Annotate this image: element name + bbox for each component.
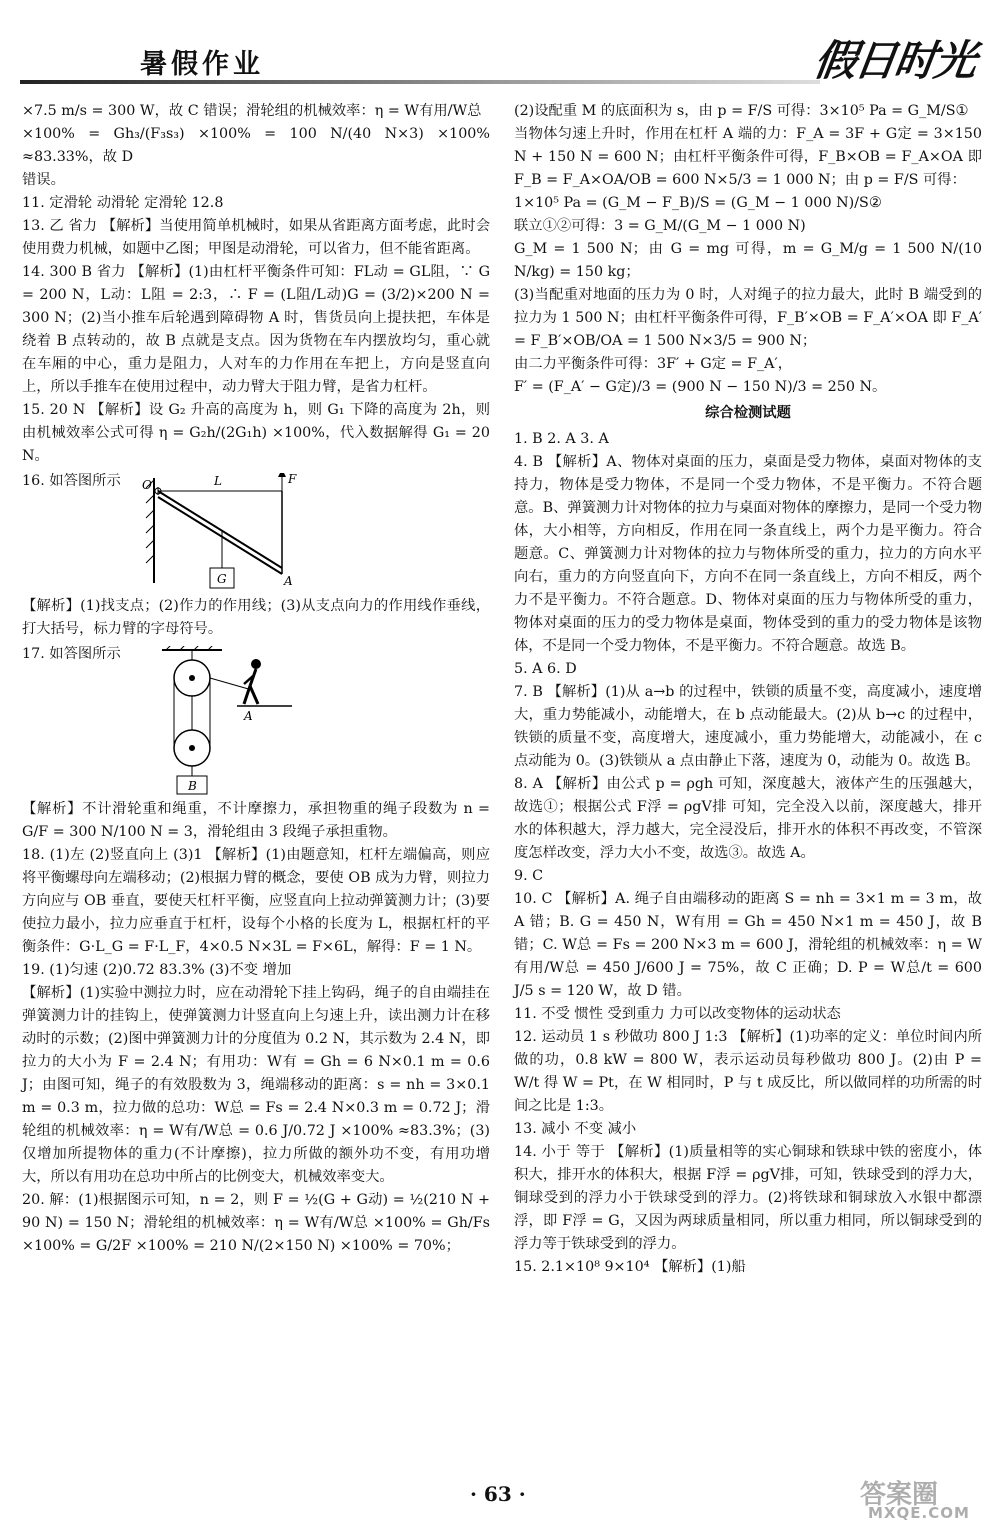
- q16-label-G: G: [217, 572, 227, 586]
- answer-14: 14. 300 B 省力 【解析】(1)由杠杆平衡条件可知：FL动 = GL阻，∵ G = 200 N，L动：L阻 = 2:3，∴ F = (L阻/L动)G = (3/2)×200 N = 300 N；(2)当小推车后轮遇到障碍物 A 时，售货员向上提扶把，车体是绕着 B 点转动的，故 B 点就是支点。因为货物在车内摆放均匀，重心就在车厢的中心，重力是阻力，人对车的力作用在车把上，方向是竖直向上，所以手推车在使用过程中，动力臂大于阻力臂，是省力杠杆。: [22, 264, 490, 395]
- pulley-diagram: [132, 646, 332, 796]
- paragraph: (2)设配重 M 的底面积为 s，由 p = F/S 可得：3×10⁵ Pa = G_M/S①: [514, 103, 969, 119]
- answer-1-3: 1. B 2. A 3. A: [514, 431, 609, 447]
- q17-analysis: 【解析】不计滑轮重和绳重，不计摩擦力，承担物重的绳子段数为 n = G/F = 300 N/100 N = 3，滑轮组由 3 段绳子承担重物。: [22, 801, 490, 840]
- answer-13: 13. 减小 不变 减小: [514, 1121, 637, 1137]
- answer-7: 7. B 【解析】(1)从 a→b 的过程中，铁锁的质量不变，高度减小，速度增大，重力势能减小，动能增大，在 b 点动能最大。(2)从 b→c 的过程中，铁锁的质量不变，高度增大，速度减小，重力势能增大，动能减小，在 c 点动能为 0。(3)铁锁从 a 点由静止下落，速度为 0，动能为 0。故选 B。: [514, 684, 982, 769]
- q17-figure: [22, 643, 490, 796]
- q16-label-L: L: [214, 474, 222, 488]
- paragraph: ×100% = Gh₃/(F₃s₃) ×100% = 100 N/(40 N×3) ×100% ≈83.33%，故 D: [22, 126, 490, 165]
- lever-diagram: [132, 473, 472, 593]
- answer-9: 9. C: [514, 868, 544, 884]
- answer-11: 11. 定滑轮 动滑轮 定滑轮 12.8: [22, 195, 224, 211]
- paragraph: G_M = 1 500 N；由 G = mg 可得，m = G_M/g = 1 500 N/(10 N/kg) = 150 kg；: [514, 241, 982, 280]
- answer-14: 14. 小于 等于 【解析】(1)质量相等的实心铜球和铁球中铁的密度小，体积大，排开水的体积大，根据 F浮 = ρgV排，可知，铁球受到的浮力大，铜球受到的浮力小于铁球受到的浮力。(2)将铁球和铜球放入水银中都漂浮，即 F浮 = G，又因为两球质量相同，所以重力相同，所以铜球受到的浮力等于铁球受到的浮力。: [514, 1144, 982, 1252]
- answer-5-6: 5. A 6. D: [514, 661, 577, 677]
- answer-15: 15. 20 N 【解析】设 G₂ 升高的高度为 h，则 G₁ 下降的高度为 2h，则由机械效率公式可得 η = G₂h/(2G₁h) ×100%，代入数据解得 G₁ = 20 N。: [22, 402, 490, 464]
- q16-label-O: O: [142, 478, 152, 492]
- paragraph: 错误。: [22, 172, 65, 188]
- watermark-logo: 答案圈: [860, 1480, 939, 1510]
- q17-label-B: B: [188, 779, 197, 793]
- right-column: [514, 100, 982, 1279]
- answer-12: 12. 运动员 1 s 秒做功 800 J 1:3 【解析】(1)功率的定义：单位时间内所做的功，0.8 kW = 800 W，表示运动员每秒做功 800 J。(2)由 P = W/t 得 W = Pt，在 W 相同时，P 与 t 成反比，所以做同样的功所需的时间之比是 1:3。: [514, 1029, 982, 1114]
- paragraph: 由二力平衡条件可得：3F′ + G定 = F_A′，: [514, 356, 793, 372]
- left-column: [22, 100, 490, 1258]
- answer-15: 15. 2.1×10⁸ 9×10⁴ 【解析】(1)船: [514, 1259, 746, 1275]
- paragraph: (3)当配重对地面的压力为 0 时，人对绳子的拉力最大，此时 B 端受到的拉力为 1 500 N；由杠杆平衡条件可得，F_B′×OB = F_A′×OA 即 F_A′ = F_B′×OB/OA = 1 500 N×3/5 = 900 N；: [514, 287, 982, 349]
- answer-10: 10. C 【解析】A. 绳子自由端移动的距离 S = nh = 3×1 m = 3 m，故 A 错；B. G = 450 N，W有用 = Gh = 450 N×1 m = 450 J，故 B 错；C. W总 = Fs = 200 N×3 m = 600 J，滑轮组的机械效率：η = W有用/W总 = 450 J/600 J = 75%，故 C 正确；D. P = W总/t = 600 J/5 s = 120 W，故 D 错。: [514, 891, 982, 999]
- watermark-url: MXQE.COM: [868, 1504, 970, 1522]
- answer-19: 19. (1)匀速 (2)0.72 83.3% (3)不变 增加: [22, 962, 292, 978]
- q16-label-A: A: [284, 574, 293, 588]
- answer-8: 8. A 【解析】由公式 p = ρgh 可知，深度越大，液体产生的压强越大，故选①；根据公式 F浮 = ρgV排 可知，完全没入以前，深度越大，排开水的体积越大，浮力越大，完全浸没后，排开水的体积不再改变，不管深度怎样改变，浮力大小不变，故选③。故选 A。: [514, 776, 982, 861]
- answer-13: 13. 乙 省力 【解析】当使用简单机械时，如果从省距离方面考虑，此时会使用费力机械，如题中乙图；甲图是动滑轮，可以省力，但不能省距离。: [22, 218, 490, 257]
- q16-label: 16. 如答图所示: [22, 473, 121, 489]
- paragraph: 联立①②可得：3 = G_M/(G_M − 1 000 N): [514, 218, 806, 234]
- page-header: [0, 0, 1000, 95]
- q17-label-A: A: [244, 709, 253, 723]
- section-title: 综合检测试题: [705, 405, 791, 421]
- answer-20: 20. 解：(1)根据图示可知，n = 2，则 F = ½(G + G动) = ½(210 N + 90 N) = 150 N；滑轮组的机械效率：η = W有/W总 ×100% = Gh/Fs ×100% = G/2F ×100% = 210 N/(2×150 N) ×100% = 70%；: [22, 1192, 490, 1254]
- q16-label-F: F: [288, 473, 297, 486]
- header-divider: [20, 80, 820, 84]
- answer-19-analysis: 【解析】(1)实验中测拉力时，应在动滑轮下挂上钩码，绳子的自由端挂在弹簧测力计的挂钩上，使弹簧测力计竖直向上匀速上升，读出测力计在移动时的示数；(2)图中弹簧测力计的分度值为 0.2 N，其示数为 2.4 N，即拉力的大小为 F = 2.4 N；有用功：W有 = Gh = 6 N×0.1 m = 0.6 J；由图可知，绳子的有效股数为 3，绳端移动的距离：s = nh = 3×0.1 m = 0.3 m，拉力做的总功：W总 = Fs = 2.4 N×0.3 m = 0.72 J；滑轮组的机械效率：η = W有/W总 = 0.6 J/0.72 J ×100% ≈83.3%；(3)仅增加所提物体的重力(不计摩擦)，拉力所做的额外功不变，有用功增大，所以有用功在总功中所占的比例变大，机械效率变大。: [22, 985, 490, 1185]
- header-title: 暑假作业: [140, 49, 264, 80]
- paragraph: 当物体匀速上升时，作用在杠杆 A 端的力：F_A = 3F + G定 = 3×150 N + 150 N = 600 N；由杠杆平衡条件可得，F_B×OB = F_A×OA 即 F_B = F_A×OA/OB = 600 N×5/3 = 1 000 N；由 p = F/S 可得：: [514, 126, 982, 188]
- paragraph: 1×10⁵ Pa = (G_M − F_B)/S = (G_M − 1 000 N)/S②: [514, 195, 882, 211]
- page-number: · 63 ·: [470, 1482, 526, 1506]
- answer-18: 18. (1)左 (2)竖直向上 (3)1 【解析】(1)由题意知，杠杆左端偏高，则应将平衡螺母向左端移动；(2)根据力臂的概念，要使 OB 成为力臂，则拉力方向应与 OB 垂直，要使天杠杆平衡，应竖直向上拉动弹簧测力计；(3)要使拉力最小，拉力应垂直于杠杆，设每个小格的长度为 L，根据杠杆的平衡条件：G·L_G = F·L_F，4×0.5 N×3L = F×6L，解得：F = 1 N。: [22, 847, 490, 955]
- q16-figure: [22, 470, 490, 593]
- paragraph: F′ = (F_A′ − G定)/3 = (900 N − 150 N)/3 = 250 N。: [514, 379, 887, 395]
- answer-4: 4. B 【解析】A、物体对桌面的压力，桌面是受力物体，桌面对物体的支持力，物体是受力物体，不是同一个受力物体，不是平衡力。不符合题意。B、弹簧测力计对物体的拉力与桌面对物体的摩擦力，是同一个受力物体，大小相等，方向相反，作用在同一条直线上，两个力是平衡力。符合题意。C、弹簧测力计对物体的拉力与物体所受的重力，拉力的方向水平向右，重力的方向竖直向下，方向不在同一条直线上，方向不相反，两个力不是平衡力。不符合题意。D、物体对桌面的压力与物体所受的重力，物体对桌面的压力的受力物体是桌面，物体受到的重力的受力物体是该物体，不是同一个受力物体，不是平衡力。不符合题意。故选 B。: [514, 454, 983, 654]
- header-logo: 假日时光: [811, 36, 979, 85]
- answer-11: 11. 不受 惯性 受到重力 力可以改变物体的运动状态: [514, 1006, 841, 1022]
- q16-analysis: 【解析】(1)找支点；(2)作力的作用线；(3)从支点向力的作用线作垂线，打大括号，标力臂的字母符号。: [22, 598, 490, 637]
- paragraph: ×7.5 m/s = 300 W，故 C 错误；滑轮组的机械效率：η = W有用/W总: [22, 103, 482, 119]
- q17-label: 17. 如答图所示: [22, 646, 121, 662]
